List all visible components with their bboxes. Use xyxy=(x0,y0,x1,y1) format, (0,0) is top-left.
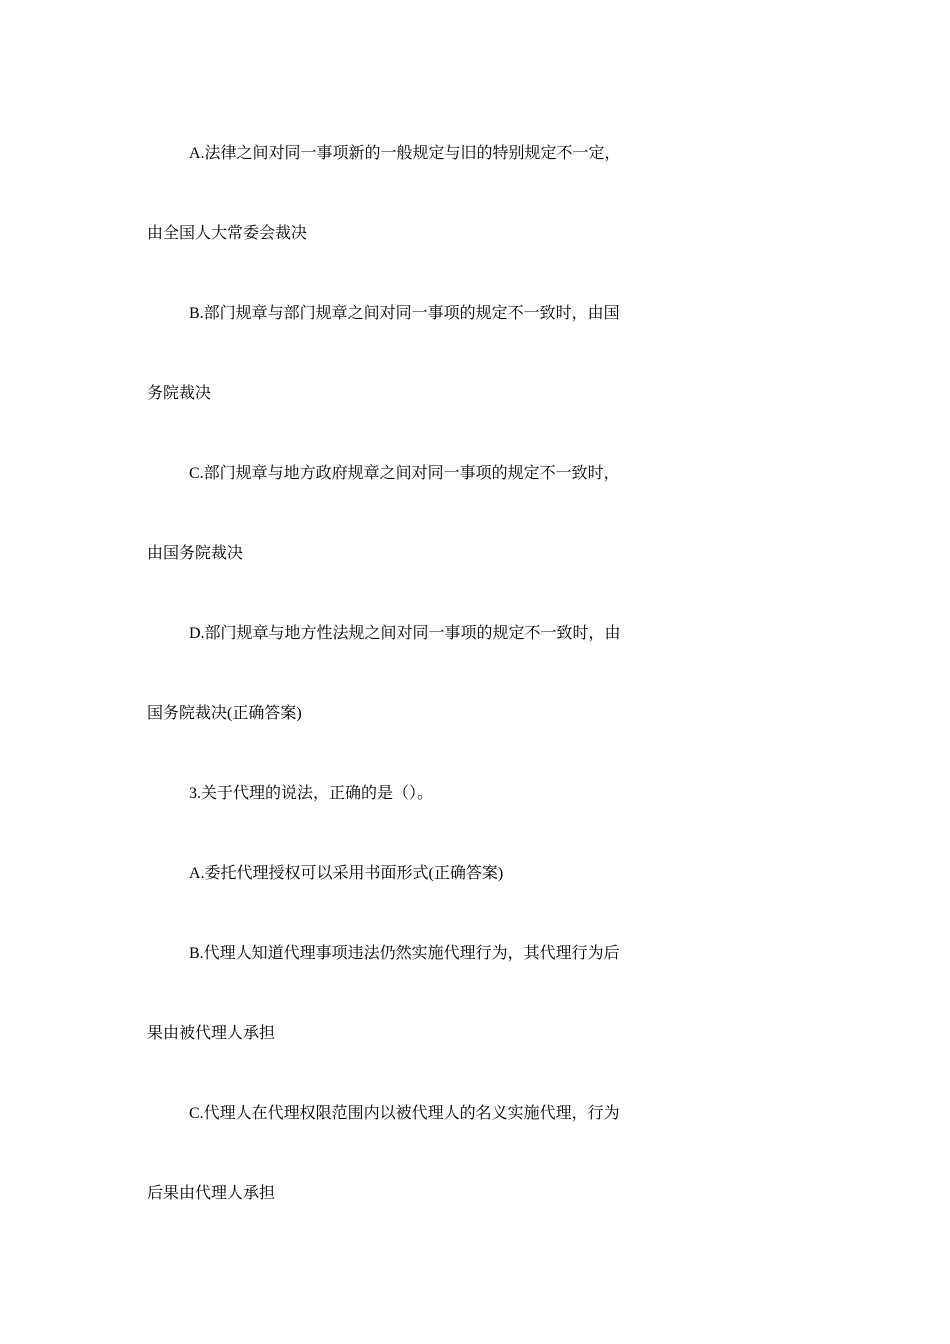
q3-option-b xyxy=(147,934,807,1094)
text-line: D.部门规章与地方性法规之间对同一事项的规定不一致时，由 xyxy=(189,625,621,642)
text-line: A.委托代理授权可以采用书面形式(正确答案) xyxy=(189,865,504,882)
text-line: 果由被代理人承担 xyxy=(147,1025,276,1042)
text-line: 务院裁决 xyxy=(147,385,212,402)
q3-option-c xyxy=(147,1094,807,1254)
text-line: 由国务院裁决 xyxy=(147,545,244,562)
q3-option-a xyxy=(147,854,807,934)
text-line: 国务院裁决(正确答案) xyxy=(147,705,302,722)
option-a-law-conflict xyxy=(147,134,807,294)
option-b-department-rules xyxy=(147,294,807,454)
text-line: B.代理人知道代理事项违法仍然实施代理行为，其代理行为后 xyxy=(189,945,620,962)
text-line: B.部门规章与部门规章之间对同一事项的规定不一致时，由国 xyxy=(189,305,620,322)
text-line: C.部门规章与地方政府规章之间对同一事项的规定不一致时， xyxy=(189,465,620,482)
option-c-local-government-rules xyxy=(147,454,807,614)
question-text: 3.关于代理的说法，正确的是（）。 xyxy=(189,785,434,802)
document-body xyxy=(147,134,807,1254)
text-line: C.代理人在代理权限范围内以被代理人的名义实施代理，行为 xyxy=(189,1105,620,1122)
text-line: 后果由代理人承担 xyxy=(147,1185,276,1202)
option-d-local-regulations xyxy=(147,614,807,774)
question-3 xyxy=(147,774,807,854)
text-line: 由全国人大常委会裁决 xyxy=(147,225,308,242)
text-line: A.法律之间对同一事项新的一般规定与旧的特别规定不一定， xyxy=(189,145,621,162)
